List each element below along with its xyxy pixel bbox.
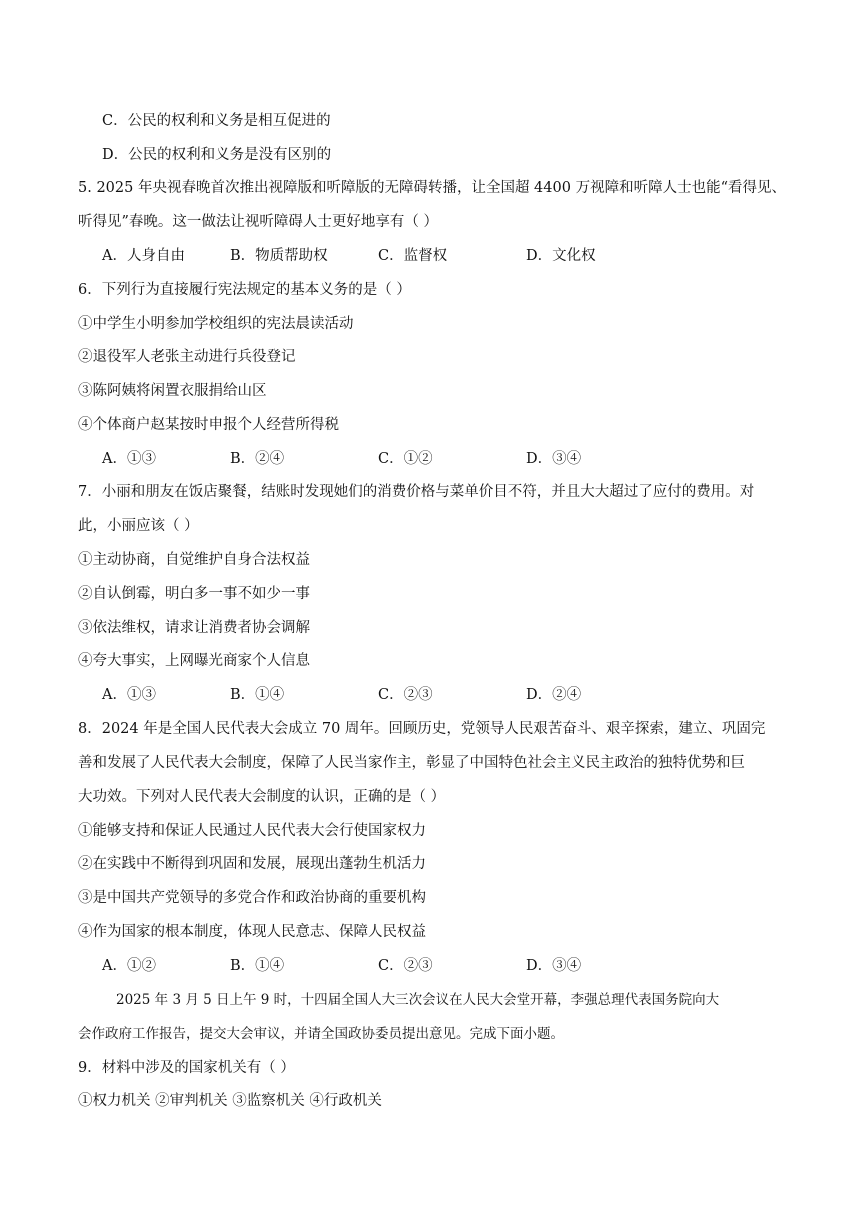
q8-option-c: C．②③ — [378, 958, 433, 974]
q6-item-3: ③陈阿姨将闲置衣服捐给山区 — [78, 383, 267, 399]
q5-option-c: C．监督权 — [378, 248, 448, 264]
q5-stem-line2: 听得见”春晚。这一做法让视听障碍人士更好地享有（ ） — [78, 214, 439, 230]
q7-option-c: C．②③ — [378, 687, 433, 703]
q8-option-a: A．①② — [102, 958, 156, 974]
q6-stem: 6．下列行为直接履行宪法规定的基本义务的是（ ） — [78, 282, 411, 298]
q5-option-b: B．物质帮助权 — [230, 248, 328, 264]
q4-option-d: D．公民的权利和义务是没有区别的 — [102, 147, 332, 163]
q8-item-1: ①能够支持和保证人民通过人民代表大会行使国家权力 — [78, 823, 426, 839]
q8-item-3: ③是中国共产党领导的多党合作和政治协商的重要机构 — [78, 890, 426, 906]
q8-stem-line3: 大功效。下列对人民代表大会制度的认识，正确的是（ ） — [78, 789, 446, 805]
q7-item-2: ②自认倒霉，明白多一事不如少一事 — [78, 586, 310, 602]
q9-stem: 9．材料中涉及的国家机关有（ ） — [78, 1060, 295, 1076]
q8-stem-line2: 善和发展了人民代表大会制度，保障了人民当家作主，彰显了中国特色社会主义民主政治的独特优势和巨 — [78, 755, 745, 771]
q7-stem-line2: 此，小丽应该（ ） — [78, 518, 199, 534]
q6-item-2: ②退役军人老张主动进行兵役登记 — [78, 349, 296, 365]
q4-option-c: C．公民的权利和义务是相互促进的 — [102, 113, 331, 129]
q7-option-a: A．①③ — [102, 687, 156, 703]
q6-options — [102, 449, 802, 469]
q6-item-4: ④个体商户赵某按时申报个人经营所得税 — [78, 417, 339, 433]
q7-stem-line1: 7．小丽和朋友在饭店聚餐，结账时发现她们的消费价格与菜单价目不符，并且大大超过了应付的费用。对 — [78, 484, 755, 500]
q7-item-3: ③依法维权，请求让消费者协会调解 — [78, 620, 310, 636]
q7-item-4: ④夸大事实，上网曝光商家个人信息 — [78, 653, 310, 669]
q5-stem-line1: 5. 2025 年央视春晚首次推出视障版和听障版的无障碍转播，让全国超 4400 万视障和听障人士也能“看得见、 — [78, 180, 786, 196]
q6-option-b: B．②④ — [230, 451, 285, 467]
q8-item-2: ②在实践中不断得到巩固和发展，展现出蓬勃生机活力 — [78, 856, 426, 872]
q7-options — [102, 685, 802, 705]
q6-item-1: ①中学生小明参加学校组织的宪法晨读活动 — [78, 316, 354, 332]
q6-option-d: D．③④ — [526, 451, 582, 467]
q8-options — [102, 956, 802, 976]
q6-option-a: A．①③ — [102, 451, 156, 467]
q8-stem-line1: 8．2024 年是全国人民代表大会成立 70 周年。回顾历史，党领导人民艰苦奋斗、艰辛探索，建立、巩固完 — [78, 721, 766, 737]
q9-items: ①权力机关 ②审判机关 ③监察机关 ④行政机关 — [78, 1093, 382, 1109]
q7-item-1: ①主动协商，自觉维护自身合法权益 — [78, 552, 310, 568]
q5-option-d: D．文化权 — [526, 248, 596, 264]
q8-option-b: B．①④ — [230, 958, 285, 974]
q6-option-c: C．①② — [378, 451, 433, 467]
q7-option-d: D．②④ — [526, 687, 582, 703]
q7-option-b: B．①④ — [230, 687, 285, 703]
passage-line1: 2025 年 3 月 5 日上午 9 时，十四届全国人大三次会议在人民大会堂开幕，李强总理代表国务院向大 — [116, 992, 720, 1008]
q5-options — [102, 246, 802, 266]
q8-item-4: ④作为国家的根本制度，体现人民意志、保障人民权益 — [78, 924, 426, 940]
passage-line2: 会作政府工作报告，提交大会审议，并请全国政协委员提出意见。完成下面小题。 — [78, 1026, 564, 1042]
q8-option-d: D．③④ — [526, 958, 582, 974]
q5-option-a: A．人身自由 — [102, 248, 185, 264]
